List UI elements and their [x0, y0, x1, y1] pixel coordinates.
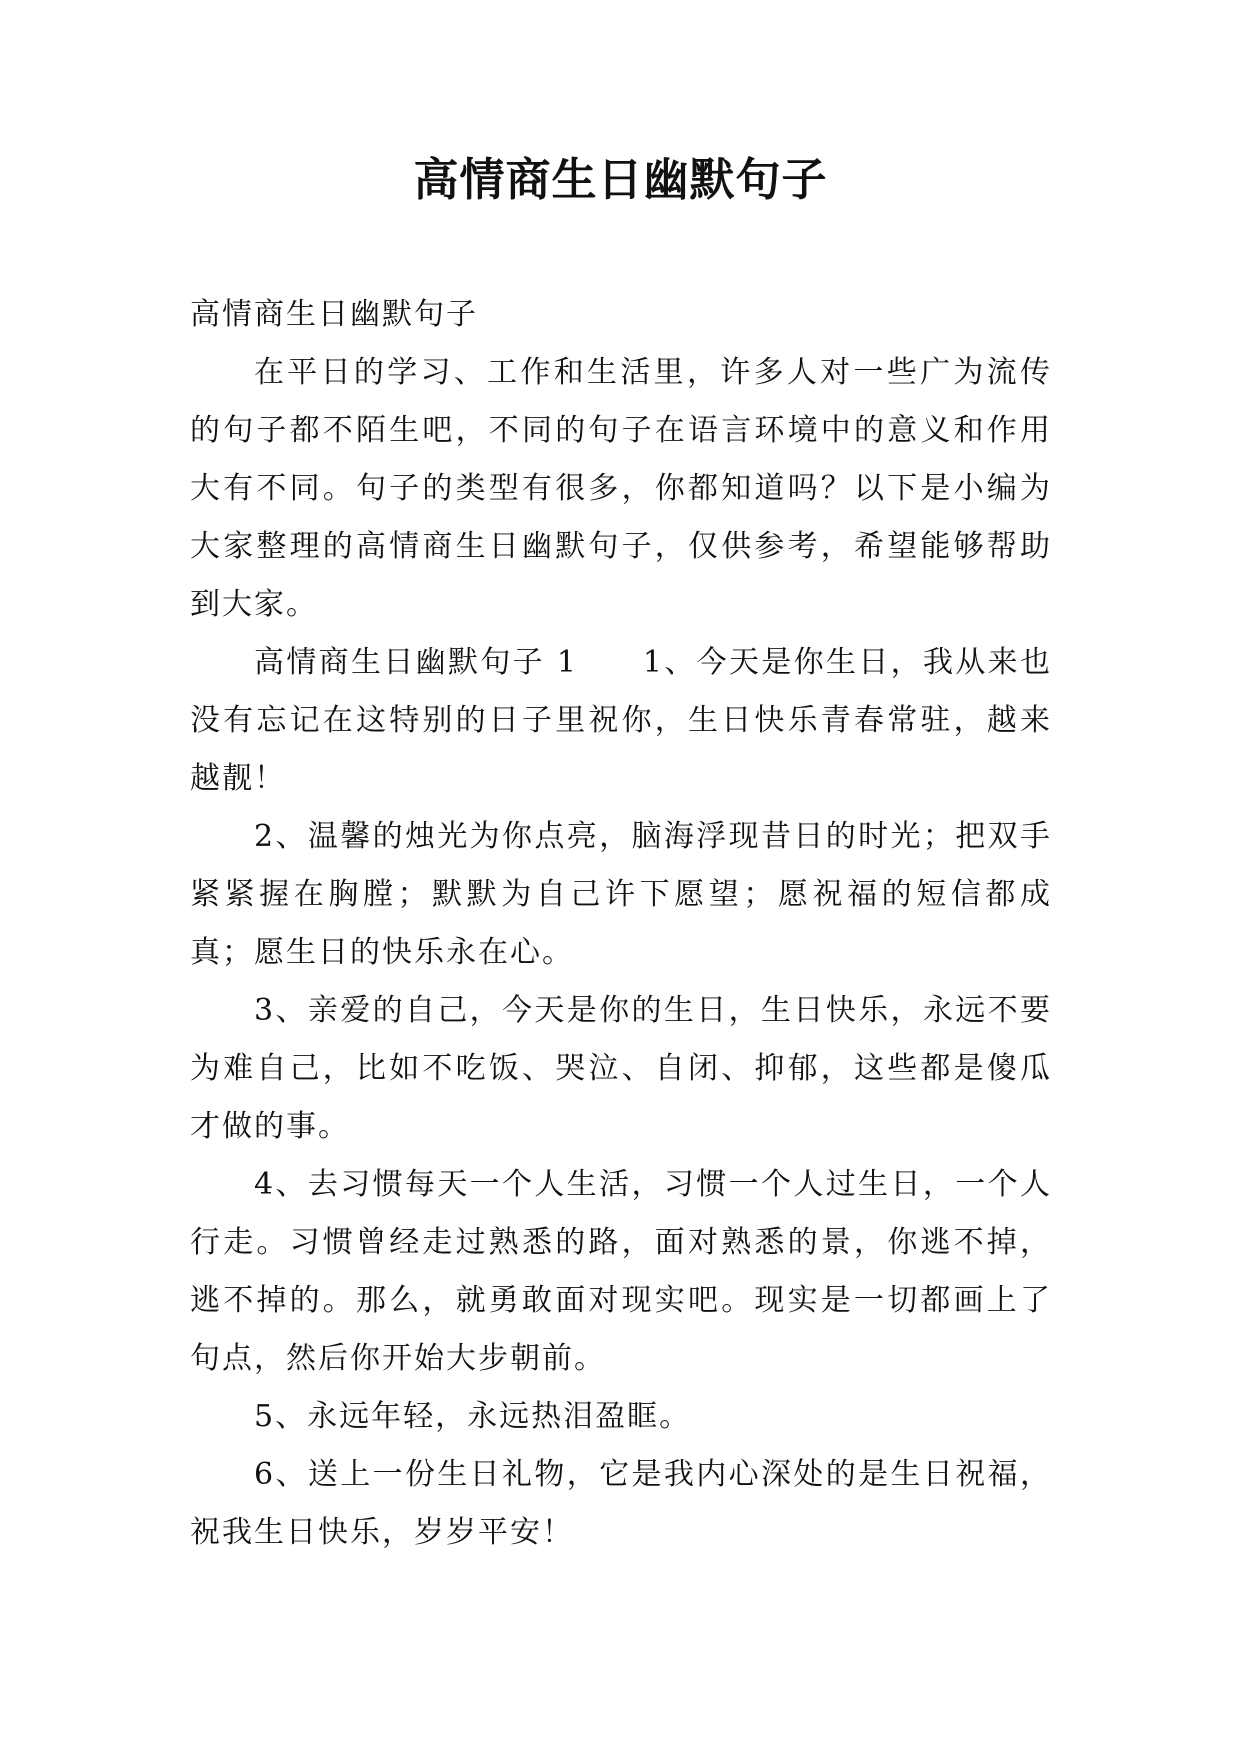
- document-body: [190, 286, 1052, 1562]
- list-item: 4、去习惯每天一个人生活，习惯一个人过生日，一个人行走。习惯曾经走过熟悉的路，面对熟悉的景，你逃不掉，逃不掉的。那么，就勇敢面对现实吧。现实是一切都画上了句点，然后你开始大步朝前。: [190, 1167, 1052, 1376]
- list-item: 高情商生日幽默句子 1 1、今天是你生日，我从来也没有忘记在这特别的日子里祝你，生日快乐青春常驻，越来越靓！: [190, 645, 1052, 796]
- intro-paragraph: 在平日的学习、工作和生活里，许多人对一些广为流传的句子都不陌生吧，不同的句子在语言环境中的意义和作用大有不同。句子的类型有很多，你都知道吗？以下是小编为大家整理的高情商生日幽默句子，仅供参考，希望能够帮助到大家。: [190, 355, 1052, 622]
- list-item: 2、温馨的烛光为你点亮，脑海浮现昔日的时光；把双手紧紧握在胸膛；默默为自己许下愿望；愿祝福的短信都成真；愿生日的快乐永在心。: [190, 819, 1052, 970]
- section-heading: 高情商生日幽默句子: [190, 297, 478, 332]
- list-item: 5、永远年轻，永远热泪盈眶。: [254, 1399, 692, 1434]
- document-title: 高情商生日幽默句子: [413, 153, 828, 206]
- list-item: 3、亲爱的自己，今天是你的生日，生日快乐，永远不要为难自己，比如不吃饭、哭泣、自闭、抑郁，这些都是傻瓜才做的事。: [190, 993, 1052, 1144]
- list-item: 6、送上一份生日礼物，它是我内心深处的是生日祝福，祝我生日快乐，岁岁平安！: [190, 1457, 1052, 1550]
